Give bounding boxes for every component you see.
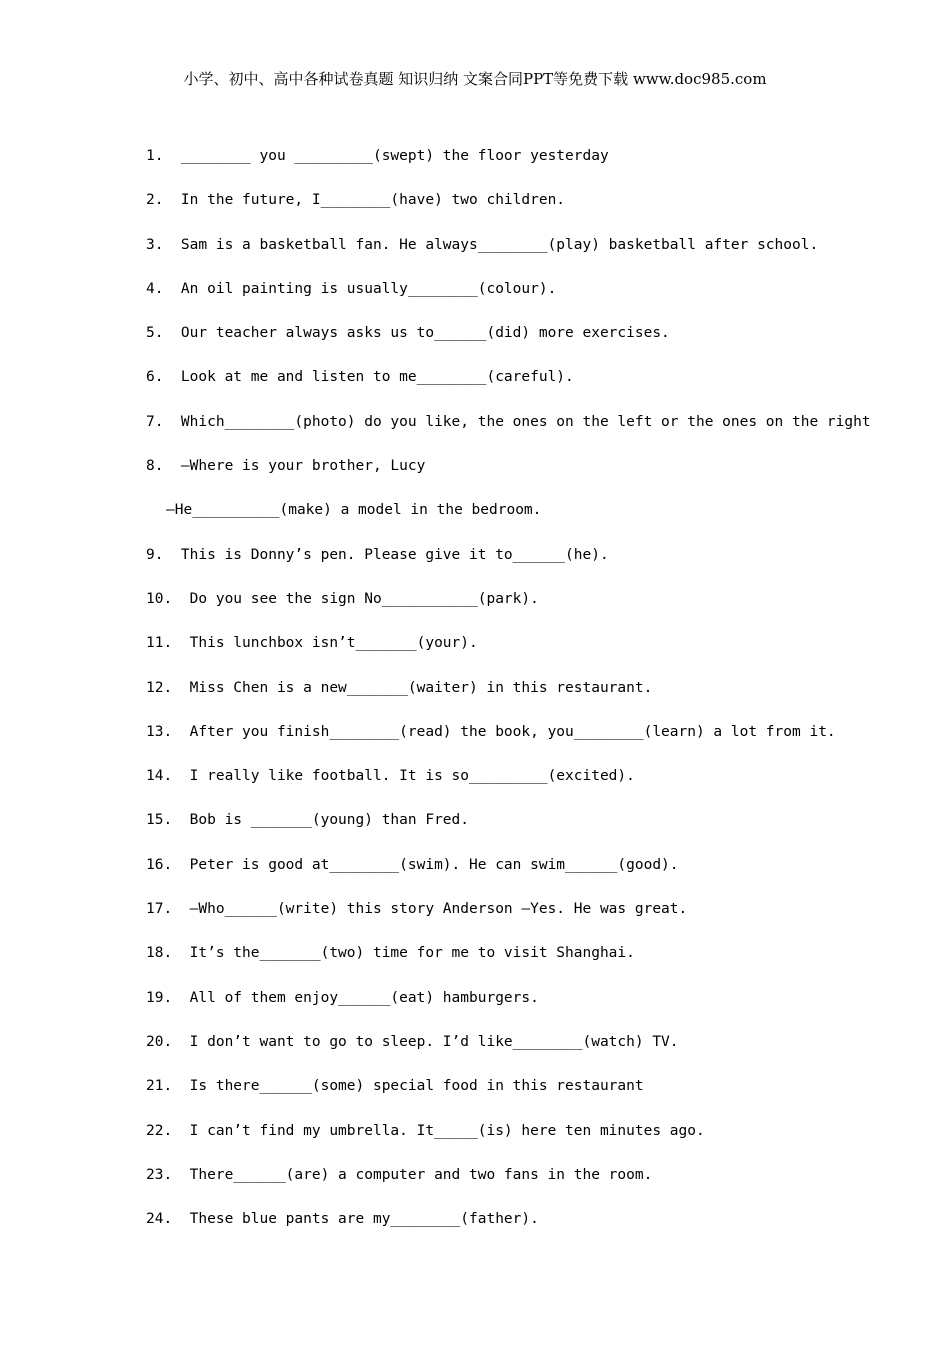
question-6: 6. Look at me and listen to me________(careful). bbox=[146, 369, 574, 386]
question-11: 11. This lunchbox isn’t_______(your). bbox=[146, 635, 478, 652]
question-8: 8. –Where is your brother, Lucy bbox=[146, 458, 426, 475]
question-19: 19. All of them enjoy______(eat) hamburgers. bbox=[146, 989, 539, 1006]
page-header: 小学、初中、高中各种试卷真题 知识归纳 文案合同PPT等免费下载 www.doc985.com bbox=[183, 70, 767, 88]
question-22: 22. I can’t find my umbrella. It_____(is) here ten minutes ago. bbox=[146, 1122, 705, 1139]
question-10: 10. Do you see the sign No___________(park). bbox=[146, 590, 539, 607]
question-24: 24. These blue pants are my________(father). bbox=[146, 1211, 539, 1228]
question-1: 1. ________ you _________(swept) the floor yesterday bbox=[146, 148, 609, 164]
question-8-answer: –He__________(make) a model in the bedroom. bbox=[166, 502, 542, 519]
question-18: 18. It’s the_______(two) time for me to visit Shanghai. bbox=[146, 945, 635, 962]
question-9: 9. This is Donny’s pen. Please give it to______(he). bbox=[146, 546, 609, 563]
question-15: 15. Bob is _______(young) than Fred. bbox=[146, 812, 470, 829]
question-16: 16. Peter is good at________(swim). He can swim______(good). bbox=[146, 856, 679, 873]
question-7: 7. Which________(photo) do you like, the ones on the left or the ones on the right bbox=[146, 413, 871, 430]
question-14: 14. I really like football. It is so_________(excited). bbox=[146, 768, 635, 785]
question-20: 20. I don’t want to go to sleep. I’d like________(watch) TV. bbox=[146, 1033, 679, 1050]
question-4: 4. An oil painting is usually________(colour). bbox=[146, 280, 557, 297]
question-5: 5. Our teacher always asks us to______(did) more exercises. bbox=[146, 325, 670, 342]
question-12: 12. Miss Chen is a new_______(waiter) in this restaurant. bbox=[146, 679, 653, 696]
question-13: 13. After you finish________(read) the book, you________(learn) a lot from it. bbox=[146, 723, 836, 740]
exercise-list bbox=[146, 145, 886, 1252]
question-23: 23. There______(are) a computer and two fans in the room. bbox=[146, 1166, 653, 1183]
question-3: 3. Sam is a basketball fan. He always________(play) basketball after school. bbox=[146, 236, 819, 253]
question-2: 2. In the future, I________(have) two children. bbox=[146, 192, 566, 209]
question-17: 17. –Who______(write) this story Anderson –Yes. He was great. bbox=[146, 901, 688, 918]
question-21: 21. Is there______(some) special food in this restaurant bbox=[146, 1078, 644, 1095]
